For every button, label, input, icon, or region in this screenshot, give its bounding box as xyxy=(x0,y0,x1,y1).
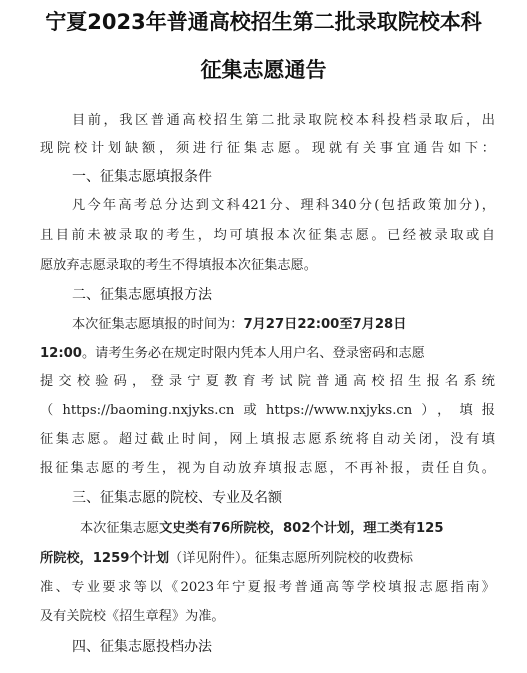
section-2-line-1 xyxy=(72,315,495,335)
section-1-line-2: 且目前未被录取的考生，均可填报本次征集志愿。已经被录取或自 xyxy=(40,228,495,243)
section-3-line-2-text: （详见附件）。征集志愿所列院校的收费标 xyxy=(169,551,413,566)
section-3-line-4: 及有关院校《招生章程》为准。 xyxy=(40,609,225,624)
section-1-line-1: 凡今年高考总分达到文科421分、理科340分(包括政策加分)， xyxy=(72,198,495,213)
section-2-line-4: （https://baoming.nxjyks.cn或https://www.nxjyks.cn），填报 xyxy=(40,403,495,418)
section-3-heading: 三、征集志愿的院校、专业及名额 xyxy=(72,490,282,506)
intro-line-1: 目前，我区普通高校招生第二批录取院校本科投档录取后，出 xyxy=(72,113,495,128)
section-3-line-3: 准、专业要求等以《2023年宁夏报考普通高等学校填报志愿指南》 xyxy=(40,580,495,595)
section-3-quota-part-2: 所院校，1259个计划 xyxy=(40,551,170,566)
section-2-time-end: 12:00 xyxy=(40,346,82,361)
document-subtitle: 征集志愿通告 xyxy=(200,58,327,82)
section-2-heading: 二、征集志愿填报方法 xyxy=(72,287,212,303)
section-1-line-3: 愿放弃志愿录取的考生不得填报本次征集志愿。 xyxy=(40,258,317,273)
section-2-line-2 xyxy=(40,344,495,364)
section-2-line-5: 征集志愿。超过截止时间，网上填报志愿系统将自动关闭，没有填 xyxy=(40,432,495,447)
document-title: 宁夏2023年普通高校招生第二批录取院校本科 xyxy=(45,10,482,34)
section-2-line-6: 报征集志愿的考生，视为自动放弃填报志愿，不再补报，责任自负。 xyxy=(40,461,495,476)
section-3-line-2 xyxy=(40,549,495,569)
section-4-heading: 四、征集志愿投档办法 xyxy=(72,639,212,655)
intro-line-2: 现院校计划缺额，须进行征集志愿。现就有关事宜通告如下： xyxy=(40,141,495,156)
section-2-time-start: 7月27日22:00至7月28日 xyxy=(243,317,407,332)
section-3-quota-part-1: 文史类有76所院校，802个计划，理工类有125 xyxy=(159,521,444,536)
section-3-line-1-text: 本次征集志愿 xyxy=(80,521,160,536)
section-3-line-1 xyxy=(80,519,495,539)
section-2-time-label: 本次征集志愿填报的时间为： xyxy=(72,317,244,332)
section-1-heading: 一、征集志愿填报条件 xyxy=(72,169,212,185)
section-2-line-2-text: 。请考生务必在规定时限内凭本人用户名、登录密码和志愿 xyxy=(81,346,425,361)
section-2-line-3: 提交校验码，登录宁夏教育考试院普通高校招生报名系统 xyxy=(40,374,495,389)
